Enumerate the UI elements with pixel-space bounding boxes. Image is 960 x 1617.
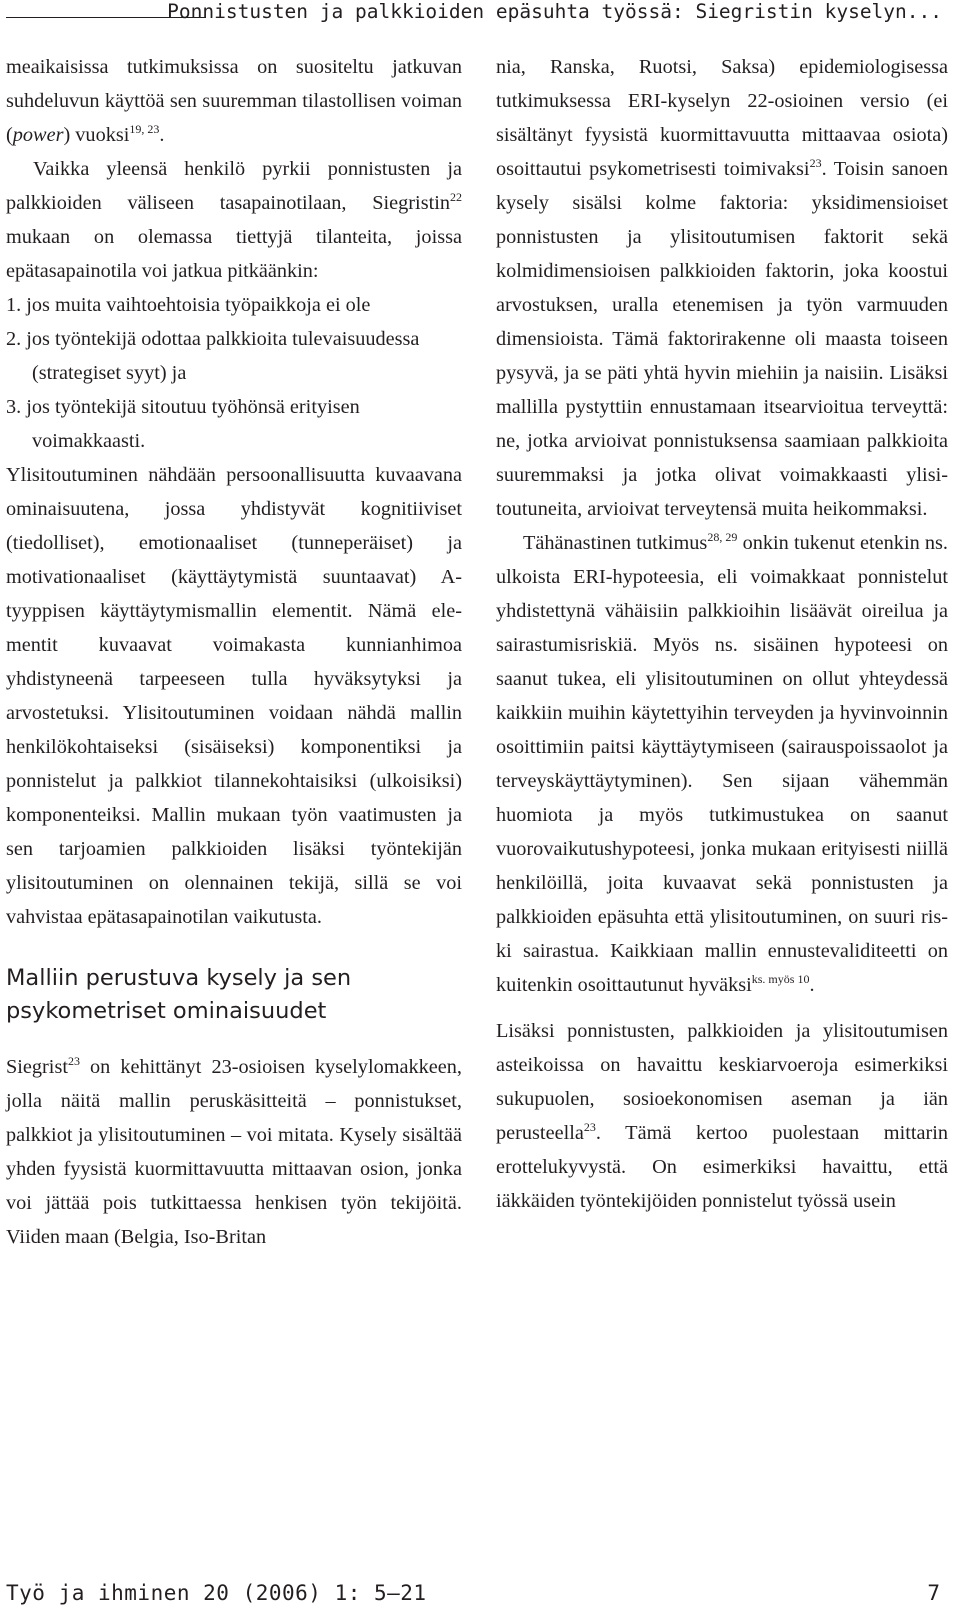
citation-ref: ks. myös 10 (751, 972, 810, 986)
running-head: Ponnistusten ja palkkioiden epäsuhta työssä: Siegristin kyselyn... (167, 0, 942, 23)
page-number: 7 (927, 1581, 940, 1605)
section-heading: Malliin perustuva kysely ja sen psykometriset ominaisuudet (6, 965, 352, 1024)
paragraph-power-note: meaikaisissa tutkimuksissa on suositeltu jatkuvan suhdeluvun käyttöä sen suuremman tilastollisen voiman (power) vuoksi$^{19, 23}$. (6, 56, 462, 146)
footer-journal-citation: Työ ja ihminen 20 (2006) 1: 5—21 (6, 1581, 427, 1605)
citation-ref: 23 (67, 1054, 80, 1068)
italic-term: power (12, 124, 64, 146)
list-item: 1. jos muita vaihtoehtoisia työpaikkoja ei ole (6, 294, 371, 316)
citation-ref: 23 (583, 1120, 596, 1134)
left-column (6, 50, 462, 1254)
citation-ref: 23 (809, 156, 822, 170)
conditions-list (6, 288, 462, 458)
paragraph-questionnaire: Siegrist$^{23}$ on kehittänyt 23-osioisen kyselylomakkeen, jolla näitä mallin peruskäsitteitä – ponnistukset, palkkiot ja ylisitoutuminen – voi mitata. Kysely sisältää yhden fyysistä kuormittavuutta mittaavan osion, jonka voi jättää pois tutkittaessa henkisen työn tekijöitä. Viiden maan (Belgia, Iso-Britan (6, 1054, 462, 1248)
right-column (496, 50, 948, 1218)
list-item: 2. jos työntekijä odottaa palkkioita tulevaisuudessa (strategiset syyt) ja (6, 328, 420, 384)
citation-ref: 28, 29 (707, 530, 738, 544)
paragraph-overcommitment: Ylisitoutuminen nähdään persoonallisuutta kuvaavana ominaisuutena, jossa yhdistyvät kognitiiviset (tiedolliset), emotionaaliset (tunneperäiset) ja motivationaaliset (käyttäytymistä suuntaavat) A-tyyppisen käyttäytymismallin elementit. Nämä elementit kuvaavat voimakasta kunnianhimoa yhdistyneenä tarpeeseen tulla hyväksytyksi ja arvostetuksi. Ylisitoutuminen voidaan nähdä mallin henkilökohtaiseksi (sisäiseksi) komponentiksi ja ponnistelut ja palkkiot tilannekohtaisiksi (ulkoisiksi) komponenteiksi. Mallin mukaan työn vaatimusten ja sen tarjoamien palkkioiden lisäksi työntekijän ylisitoutuminen on olennainen tekijä, sillä se voi vahvistaa epätasapainotilan vaikutusta. (6, 464, 462, 928)
list-item: 3. jos työntekijä sitoutuu työhönsä erityisen voimakkaasti. (6, 396, 360, 452)
paragraph-hypotheses: Tähänastinen tutkimus$^{28, 29}$ onkin tukenut etenkin ns. ulkoista ERI-hypoteesia, eli voimakkaat ponnistelut yhdistettynä vähäisiin palkkioihin lisäävät oireilua ja sairastumisriskiä. Myös ns. sisäinen hypoteesi on saanut tukea, eli ylisitoutuminen on ollut yhteydessä kaikkiin muihin käytettyihin terveyden ja hyvinvoinnin osoittimiin paitsi käyttäytymiseen (sairauspoissaolot ja terveyskäyttäytyminen). Sen sijaan vähemmän huomiota ja myös tutkimustukea on saanut vuorovaikutushypoteesi, jonka mukaan erityisesti niillä henkilöillä, joita kuvaavat sekä ponnistusten ja palkkioiden epäsuhta että ylisitoutuminen, on suuri riski sairastua. Kaikkiaan mallin ennustevaliditeetti on kuitenkin osoittautunut hyväksi$^{ks. myös 10}$. (496, 530, 949, 996)
citation-ref: 19, 23 (129, 122, 160, 136)
citation-ref: 22 (450, 190, 462, 204)
paragraph-balance: Vaikka yleensä henkilö pyrkii ponnistusten ja palkkioiden väliseen tasapainotilaan, Siegristin$^{22}$ mukaan on olemassa tiettyjä tilanteita, joissa epätasapainotila voi jatkua pitkäänkin: (6, 158, 462, 282)
paragraph-epidemiology: nia, Ranska, Ruotsi, Saksa) epidemiologisessa tutkimuksessa ERI-kyselyn 22-osioinen versio (ei sisältänyt fyysistä kuormittavuutta mittaavaa osiota) osoittautui psykometrisesti toimivaksi$^{23}$. Toisin sanoen kysely sisälsi kolme faktoria: yksidimensioiset ponnistusten ja ylisitoutumisen faktorit sekä kolmidimensioisen palkkioiden faktorin, joka koostui arvostuksen, uralla etenemisen ja työn varmuuden dimensioista. Tämä faktorirakenne oli maasta toiseen pysyvä, ja se päti yhtä hyvin miehiin ja naisiin. Lisäksi mallilla pystyttiin ennustamaan itsearvioitua terveyttä: ne, jotka arvioivat ponnistuksensa saamiaan palkkioita suuremmaksi ja jotka olivat voimakkaasti ylisitoutuneita, arvioivat terveytensä muita heikommaksi. (496, 56, 949, 520)
paragraph-scale-differences: Lisäksi ponnistusten, palkkioiden ja ylisitoutumisen asteikoissa on havaittu keskiarvoeroja esimerkiksi sukupuolen, sosioekonomisen aseman ja iän perusteella$^{23}$. Tämä kertoo puolestaan mittarin erottelukyvystä. On esimerkiksi havaittu, että iäkkäiden työntekijöiden ponnistelut työssä usein (496, 1020, 948, 1212)
